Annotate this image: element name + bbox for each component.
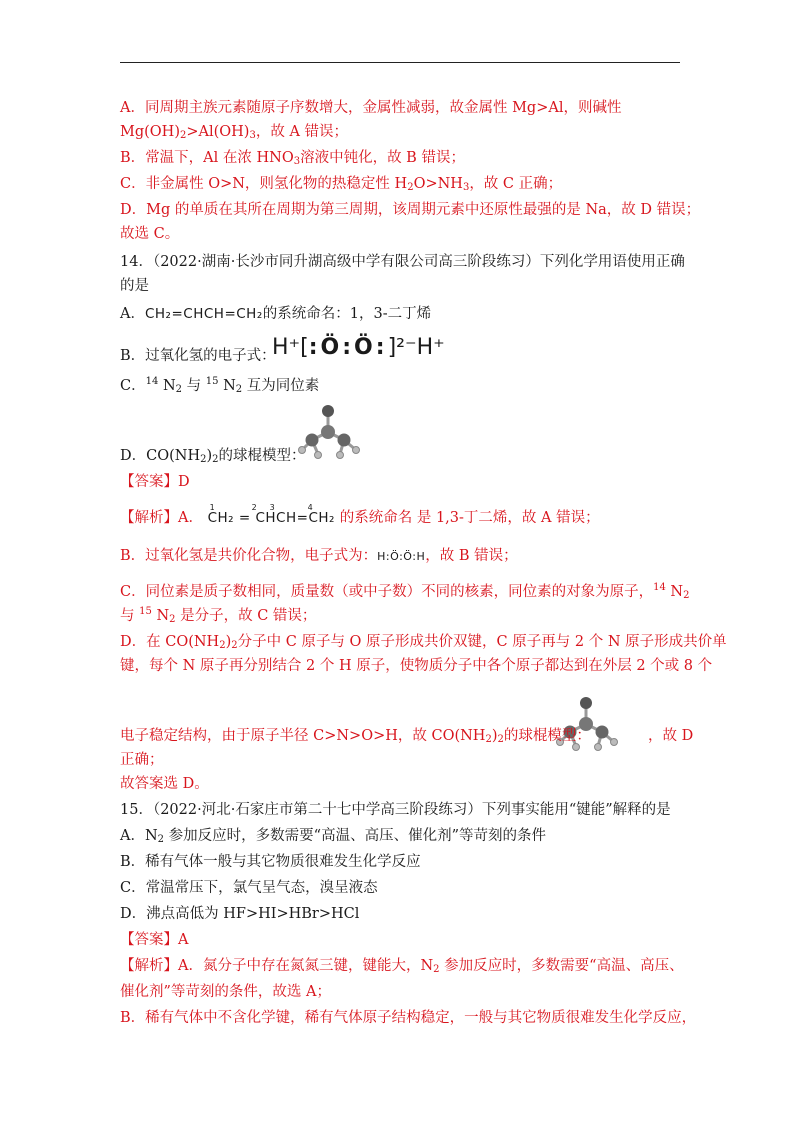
prev-explanation-b: B．常温下，Al 在浓 $HNO_3$溶液中钝化，故 B 错误； <box>120 150 465 167</box>
analysis-peroxide-formula: H:Ö:Ö:H <box>377 550 426 563</box>
q14-analysis-d-line4: 正确； <box>120 752 164 768</box>
q15-option-b: B．稀有气体一般与其它物质很难发生化学反应 <box>120 854 421 870</box>
q15-option-c: C．常温常压下，氯气呈气态，溴呈液态 <box>120 880 378 896</box>
q15-stem: 15．（2022·河北·石家庄市第二十七中学高三阶段练习）下列事实能用“键能”解释的是 <box>120 802 671 818</box>
q14-analysis-c-line2: 与 $^{15}$ $N_2$ 是分子，故 C 错误； <box>120 606 317 625</box>
q15-analysis-b: B．稀有气体中不含化学键，稀有气体原子结构稳定，一般与其它物质很难发生化学反应， <box>120 1010 697 1026</box>
header-rule <box>120 62 680 63</box>
analysis-butadiene-formula: 1 2 3 4 CH₂ = CHCH=CH₂ <box>207 503 335 526</box>
q14-analysis-d-line1: D．在 $CO(NH_2)_2$分子中 C 原子与 O 原子形成共价双键，C 原子再与 2 个 N 原子形成共价单 <box>120 634 727 651</box>
prev-explanation-a-line2: $Mg(OH)_2>Al(OH)_3$，故 A 错误； <box>120 124 349 141</box>
prev-explanation-c: C．非金属性 O>N，则氢化物的热稳定性 $H_2O>NH_3$，故 C 正确； <box>120 176 563 193</box>
peroxide-electron-formula: H⁺[:Ö:Ö:]²⁻H⁺ <box>272 335 445 360</box>
butadiene-formula: CH₂=CHCH=CH₂ <box>144 306 263 322</box>
q15-option-d: D．沸点高低为 HF>HI>HBr>HCl <box>120 906 360 922</box>
q14-analysis-c-line1: C．同位素是质子数相同，质量数（或中子数）不同的核素，同位素的对象为原子，$^{14}$ $N_2$ <box>120 582 690 601</box>
q15-option-a: A．$N_2$ 参加反应时，多数需要“高温、高压、催化剂”等苛刻的条件 <box>120 828 546 845</box>
q14-analysis-a: 【解析】A． 1 2 3 4 CH₂ = CHCH=CH₂ 的系统命名 是 1,3-丁二烯，故 A 错误； <box>120 503 600 526</box>
q14-analysis-d-line3-end: ，故 D <box>648 728 694 744</box>
q14-option-d: D．$CO(NH_2)_2$的球棍模型： <box>120 448 306 465</box>
q15-answer: 【答案】A <box>120 932 189 948</box>
prev-explanation-a-line1: A．同周期主族元素随原子序数增大，金属性减弱，故金属性 Mg>Al，则碱性 <box>120 100 622 116</box>
q14-analysis-b: B．过氧化氢是共价化合物，电子式为：H:Ö:Ö:H，故 B 错误； <box>120 548 518 564</box>
q14-stem-line2: 的是 <box>120 278 149 294</box>
prev-conclusion: 故选 C。 <box>120 226 180 242</box>
q14-option-a: A．CH₂=CHCH=CH₂的系统命名：1，3-二丁烯 <box>120 306 432 322</box>
q14-answer: 【答案】D <box>120 474 190 490</box>
q14-option-b: B．过氧化氢的电子式： <box>120 348 276 364</box>
q14-analysis-d-line2: 键，每个 N 原子再分别结合 2 个 H 原子，使物质分子中各个原子都达到在外层 2 个或 8 个 <box>120 658 713 674</box>
q14-conclusion: 故答案选 D。 <box>120 776 209 792</box>
q15-analysis-a-line1: 【解析】A．氮分子中存在氮氮三键，键能大，$N_2$ 参加反应时，多数需要“高温、高压、 <box>120 958 684 975</box>
q14-analysis-d-line3: 电子稳定结构，由于原子半径 C>N>O>H，故 $CO(NH_2)_2$的球棍模型： <box>120 728 591 745</box>
q14-option-c: C．$^{14}$ $N_2$ 与 $^{15}$ $N_2$ 互为同位素 <box>120 376 320 395</box>
q15-analysis-a-line2: 催化剂”等苛刻的条件，故选 A； <box>120 984 331 1000</box>
prev-explanation-d: D．Mg 的单质在其所在周期为第三周期，该周期元素中还原性最强的是 Na，故 D 错误； <box>120 202 701 218</box>
q14-stem-line1: 14．（2022·湖南·长沙市同升湖高级中学有限公司高三阶段练习）下列化学用语使用正确 <box>120 254 685 270</box>
